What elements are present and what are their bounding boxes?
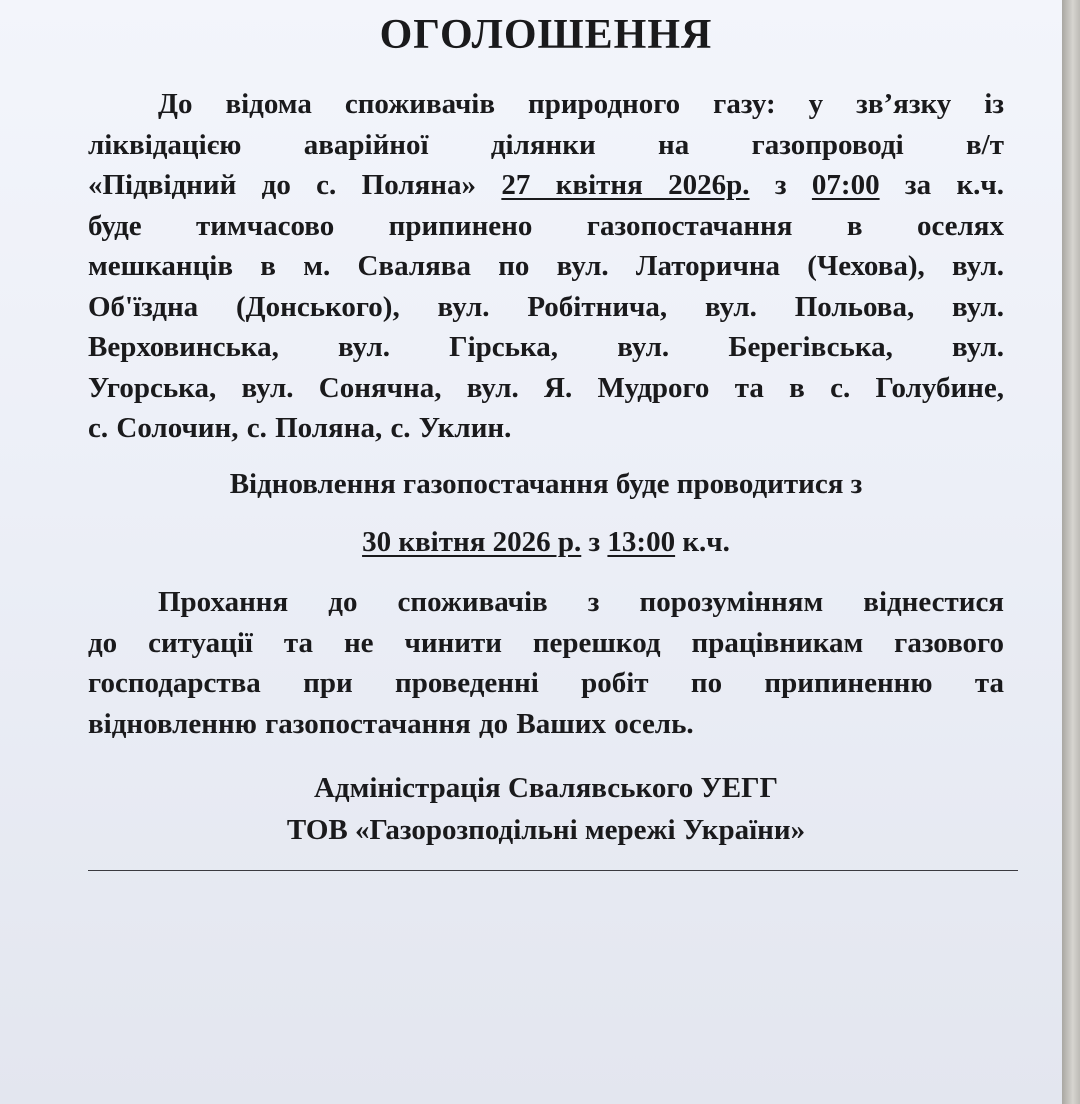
- outage-paragraph: [88, 84, 1004, 449]
- outage-timezone: за к.ч.: [879, 169, 1005, 201]
- restore-heading: Відновлення газопостачання буде проводитися з: [229, 468, 863, 500]
- outage-line-6: Об'їздна (Донського), вул. Робітнича, вул. Польова, вул.: [88, 290, 1004, 323]
- restore-datetime: [88, 522, 1004, 562]
- request-line-3: господарства при проведенні робіт по припиненню та: [88, 667, 1004, 699]
- request-paragraph: [88, 582, 1004, 744]
- outage-line-9: с. Солочин, с. Поляна, с. Уклин.: [88, 412, 512, 444]
- restore-time: 13:00: [607, 526, 676, 558]
- restore-date: 30 квітня 2026 р.: [362, 526, 582, 558]
- signature-company: ТОВ «Газорозподільні мережі України»: [286, 814, 806, 846]
- outage-line-3: [88, 165, 1004, 206]
- signature-administration: Адміністрація Свалявського УЕГГ: [313, 772, 779, 804]
- outage-line-1: До відома споживачів природного газу: у зв’язку із: [158, 88, 1004, 120]
- outage-from-text: з: [749, 169, 812, 201]
- outage-line-8: Угорська, вул. Сонячна, вул. Я. Мудрого та в с. Голубине,: [88, 371, 1004, 404]
- request-line-1: Прохання до споживачів з порозумінням віднестися: [158, 586, 1004, 618]
- request-line-2: до ситуації та не чинити перешкод працівникам газового: [88, 626, 1004, 659]
- outage-line-2: ліквідацією аварійної ділянки на газопроводі в/т: [88, 128, 1004, 161]
- request-line-4: відновленню газопостачання до Ваших осель.: [88, 707, 694, 740]
- divider-line: [88, 870, 1018, 871]
- restore-timezone: к.ч.: [675, 526, 730, 558]
- restore-from-text: з: [581, 526, 608, 558]
- outage-line-7: Верховинська, вул. Гірська, вул. Берегівська, вул.: [88, 331, 1004, 363]
- notice-title: ОГОЛОШЕННЯ: [379, 12, 713, 58]
- outage-date: 27 квітня 2026р.: [501, 169, 750, 201]
- outage-line-5: мешканців в м. Свалява по вул. Латорична (Чехова), вул.: [88, 250, 1004, 282]
- background-surface: [1062, 0, 1080, 1104]
- outage-line-4: буде тимчасово припинено газопостачання в оселях: [88, 209, 1004, 242]
- pipeline-name: «Підвідний до с. Поляна»: [88, 169, 502, 201]
- outage-time: 07:00: [811, 169, 880, 201]
